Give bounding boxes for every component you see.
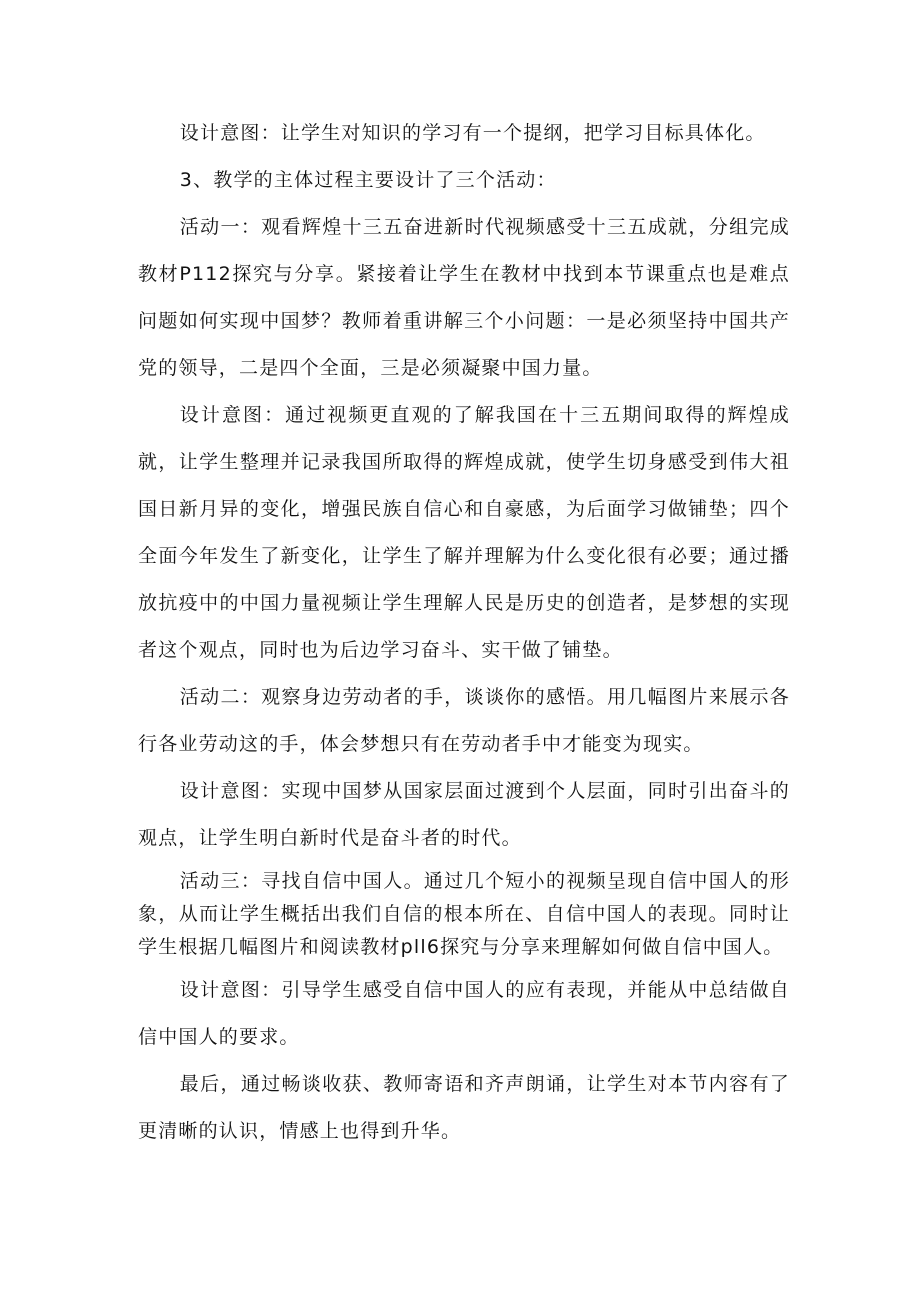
paragraph-activity-3: 活动三：寻找自信中国人。通过几个短小的视频呈现自信中国人的形象，从而让学生概括出我们自信的根本所在、自信中国人的表现。同时让学生根据几幅图片和阅读教材pll6探究与分享来理解如何做自信中国人。 <box>138 870 790 958</box>
document-body <box>138 110 790 1155</box>
paragraph-design-intent-4: 设计意图：引导学生感受自信中国人的应有表现，并能从中总结做自信中国人的要求。 <box>138 979 790 1048</box>
paragraph-activity-2: 活动二：观察身边劳动者的手，谈谈你的感悟。用几幅图片来展示各行各业劳动这的手，体会梦想只有在劳动者手中才能变为现实。 <box>138 686 790 755</box>
paragraph-activity-1: 活动一：观看辉煌十三五奋进新时代视频感受十三五成就，分组完成教材P112探究与分享。紧接着让学生在教材中找到本节课重点也是难点问题如何实现中国梦？教师着重讲解三个小问题：一是必须坚持中国共产党的领导，二是四个全面，三是必须凝聚中国力量。 <box>138 216 790 379</box>
paragraph-main-process: 3、教学的主体过程主要设计了三个活动： <box>179 169 557 191</box>
paragraph-design-intent-1: 设计意图：让学生对知识的学习有一个提纲，把学习目标具体化。 <box>179 122 766 144</box>
paragraph-conclusion: 最后，通过畅谈收获、教师寄语和齐声朗诵，让学生对本节内容有了更清晰的认识，情感上也得到升华。 <box>138 1073 790 1142</box>
paragraph-design-intent-3: 设计意图：实现中国梦从国家层面过渡到个人层面，同时引出奋斗的观点，让学生明白新时代是奋斗者的时代。 <box>138 780 790 849</box>
paragraph-design-intent-2: 设计意图：通过视频更直观的了解我国在十三五期间取得的辉煌成就，让学生整理并记录我国所取得的辉煌成就，使学生切身感受到伟大祖国日新月异的变化，增强民族自信心和自豪感，为后面学习做铺垫；四个全面今年发生了新变化，让学生了解并理解为什么变化很有必要；通过播放抗疫中的中国力量视频让学生理解人民是历史的创造者，是梦想的实现者这个观点，同时也为后边学习奋斗、实干做了铺垫。 <box>138 404 790 661</box>
